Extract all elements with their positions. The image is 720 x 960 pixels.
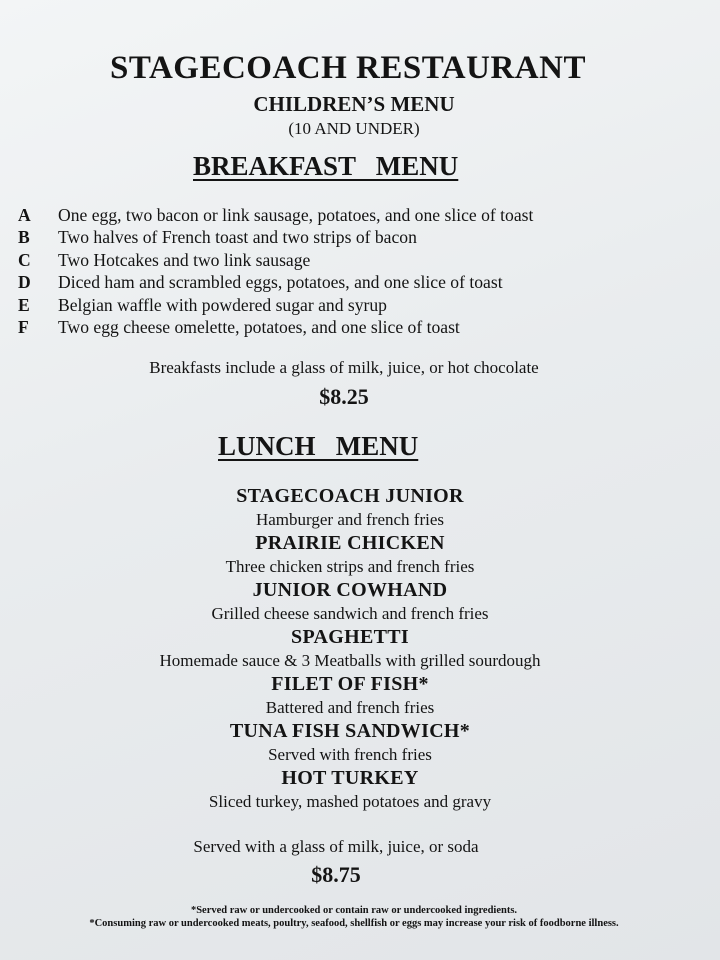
lunch-item-description: Served with french fries (268, 745, 432, 764)
lunch-item-description: Battered and french fries (265, 698, 435, 717)
item-description: Two Hotcakes and two link sausage (58, 249, 311, 270)
lunch-item (0, 766, 710, 813)
breakfast-item-list (18, 204, 708, 338)
lunch-item-name: STAGECOACH JUNIOR (236, 485, 464, 507)
lunch-price: $8.75 (311, 862, 361, 887)
item-description: Diced ham and scrambled eggs, potatoes, and one slice of toast (58, 272, 503, 293)
lunch-item (0, 719, 710, 766)
item-letter: F (18, 317, 29, 338)
lunch-item-name: TUNA FISH SANDWICH* (229, 720, 471, 742)
breakfast-heading: BREAKFAST MENU (193, 151, 459, 181)
breakfast-price: $8.25 (319, 384, 369, 409)
breakfast-item (18, 249, 708, 271)
lunch-item-name: HOT TURKEY (281, 767, 419, 789)
lunch-item-name: SPAGHETTI (291, 626, 409, 648)
item-description: Belgian waffle with powdered sugar and syrup (58, 294, 387, 315)
age-note: (10 AND UNDER) (288, 119, 420, 138)
lunch-item-description: Three chicken strips and french fries (225, 557, 475, 576)
lunch-item (0, 672, 710, 719)
breakfast-item (18, 226, 708, 248)
item-letter: A (18, 205, 31, 225)
item-description: One egg, two bacon or link sausage, potatoes, and one slice of toast (58, 205, 534, 225)
breakfast-item (18, 316, 708, 338)
item-description: Two egg cheese omelette, potatoes, and one slice of toast (58, 317, 460, 338)
lunch-item (0, 531, 710, 578)
footnote-foodborne-warning: *Consuming raw or undercooked meats, poultry, seafood, shellfish or eggs may increase your risk of foodborne illness. (89, 918, 619, 929)
lunch-includes-note: Served with a glass of milk, juice, or soda (193, 837, 479, 856)
item-description: Two halves of French toast and two strips of bacon (58, 227, 417, 248)
lunch-item-name: FILET OF FISH* (271, 673, 429, 695)
item-letter: D (18, 272, 31, 293)
lunch-item (0, 625, 710, 672)
lunch-item (0, 578, 710, 625)
lunch-item-name: JUNIOR COWHAND (252, 579, 448, 601)
breakfast-item (18, 204, 708, 226)
breakfast-item (18, 294, 708, 316)
item-letter: B (18, 227, 30, 248)
item-letter: C (18, 249, 31, 270)
item-letter: E (18, 294, 30, 315)
lunch-heading: LUNCH MENU (218, 431, 419, 461)
lunch-item-description: Homemade sauce & 3 Meatballs with grilled sourdough (159, 651, 541, 670)
restaurant-title: STAGECOACH RESTAURANT (110, 50, 586, 86)
lunch-item-description: Sliced turkey, mashed potatoes and gravy (208, 792, 492, 811)
lunch-item-description: Hamburger and french fries (255, 510, 445, 529)
breakfast-item (18, 271, 708, 293)
menu-subtitle: CHILDREN’S MENU (253, 92, 455, 116)
lunch-item-list (0, 484, 710, 813)
lunch-item-description: Grilled cheese sandwich and french fries (211, 604, 489, 623)
lunch-item (0, 484, 710, 531)
breakfast-includes-note: Breakfasts include a glass of milk, juice, or hot chocolate (149, 358, 539, 377)
lunch-item-name: PRAIRIE CHICKEN (255, 532, 445, 554)
footnote-raw-ingredients: *Served raw or undercooked or contain raw or undercooked ingredients. (190, 905, 518, 916)
